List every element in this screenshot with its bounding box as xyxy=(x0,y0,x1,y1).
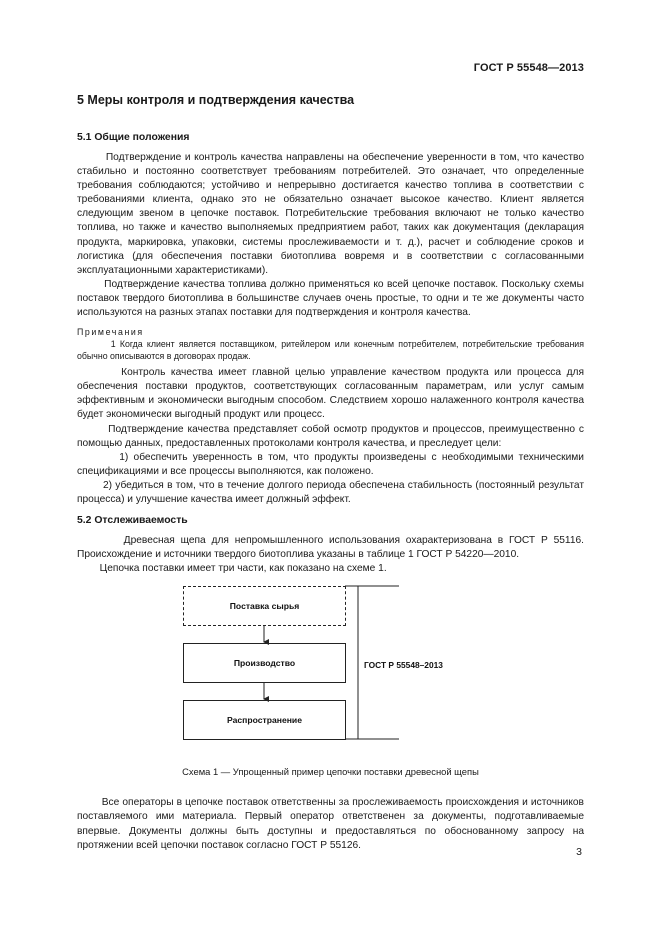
document-code: ГОСТ Р 55548—2013 xyxy=(473,62,584,74)
paragraph: Подтверждение качества представляет собой осмотр продуктов и процессов, преимущественно с помощью данных, предоставленных протоколами контроля качества, и преследует цели: xyxy=(77,423,587,449)
notes-heading: Примечания xyxy=(77,327,144,338)
section-5-title: 5 Меры контроля и подтверждения качества xyxy=(77,93,355,107)
paragraph: Цепочка поставки имеет три части, как показано на схеме 1. xyxy=(77,563,387,575)
paragraph: Подтверждение качества топлива должно применяться ко всей цепочке поставок. Поскольку схемы поставок твердого биотоплива в большинстве случаев очень простые, то одни и те же документы часто используются на разных этапах поставки для подтверждения и контроля качества. xyxy=(77,278,587,319)
paragraph: Подтверждение и контроль качества направлены на обеспечение уверенности в том, что качество стабильно и постоянно соответствует требованиям потребителей. Это означает, что определенные требования соблюдаются; устойчиво и непрерывно достигается качество топлива в соответствии с требованиями клиента, однако это не обязательно означает высокое качество. Клиент является следующим звеном в цепочке поставок. Потребительские требования включают не только качество топлива, но также и качество выполняемых предприятием работ, таких как документация (декларация продукта, маркировка, упаковки, системы прослеживаемости и т. д.), расчет и соблюдение сроков и логистика (для обеспечения поставки биотоплива вовремя и в соответствии с согласованными эксплуатационными характеристиками). xyxy=(77,152,587,276)
section-5-1-title: 5.1 Общие положения xyxy=(77,132,190,143)
diagram-caption: Схема 1 — Упрощенный пример цепочки поставки древесной щепы xyxy=(182,766,479,778)
list-item-2: 2) убедиться в том, что в течение долгого периода обеспечена стабильность (постоянный результат процесса) и улучшение качества имеет должный эффект. xyxy=(77,479,587,505)
supply-chain-diagram xyxy=(77,582,584,760)
paragraph: Контроль качества имеет главной целью управление качеством продукта или процесса для обеспечения поставки продуктов, соответствующих согласованным параметрам, или услуг самым эффективным и экономически выгодным способом. Следствием хорошо налаженного контроля качества будет экономически выгодный продукт или процесс. xyxy=(77,367,587,421)
page-content xyxy=(77,92,587,853)
paragraph: Древесная щепа для непромышленного использования охарактеризована в ГОСТ Р 55116. Происхождение и источники твердого биотоплива указаны в таблице 1 ГОСТ Р 54220—2010. xyxy=(77,535,587,561)
paragraph: Все операторы в цепочке поставок ответственны за прослеживаемость происхождения и источников поставляемого ими материала. Первый оператор ответственен за документы, подготавливаемые впервые. Документы должны быть доступны и предоставляться по обоснованному запросу на протяжении всей цепочки поставок согласно ГОСТ Р 55126. xyxy=(77,797,587,851)
list-item-1: 1) обеспечить уверенность в том, что продукты произведены с необходимыми техническими спецификациями и все процессы выполняются, как положено. xyxy=(77,451,587,477)
production-box: Производство xyxy=(183,643,346,683)
distribution-box: Распространение xyxy=(183,700,346,740)
diagram-arrows xyxy=(77,582,584,760)
bracket-label: ГОСТ Р 55548–2013 xyxy=(364,660,443,671)
section-5-2-title: 5.2 Отслеживаемость xyxy=(77,515,188,527)
page-number: 3 xyxy=(576,846,582,858)
note-1: 1 Когда клиент является поставщиком, ритейлером или конечным потребителем, потребительские требования обычно описываются в договорах продаж. xyxy=(77,339,587,362)
raw-supply-box: Поставка сырья xyxy=(183,586,346,626)
